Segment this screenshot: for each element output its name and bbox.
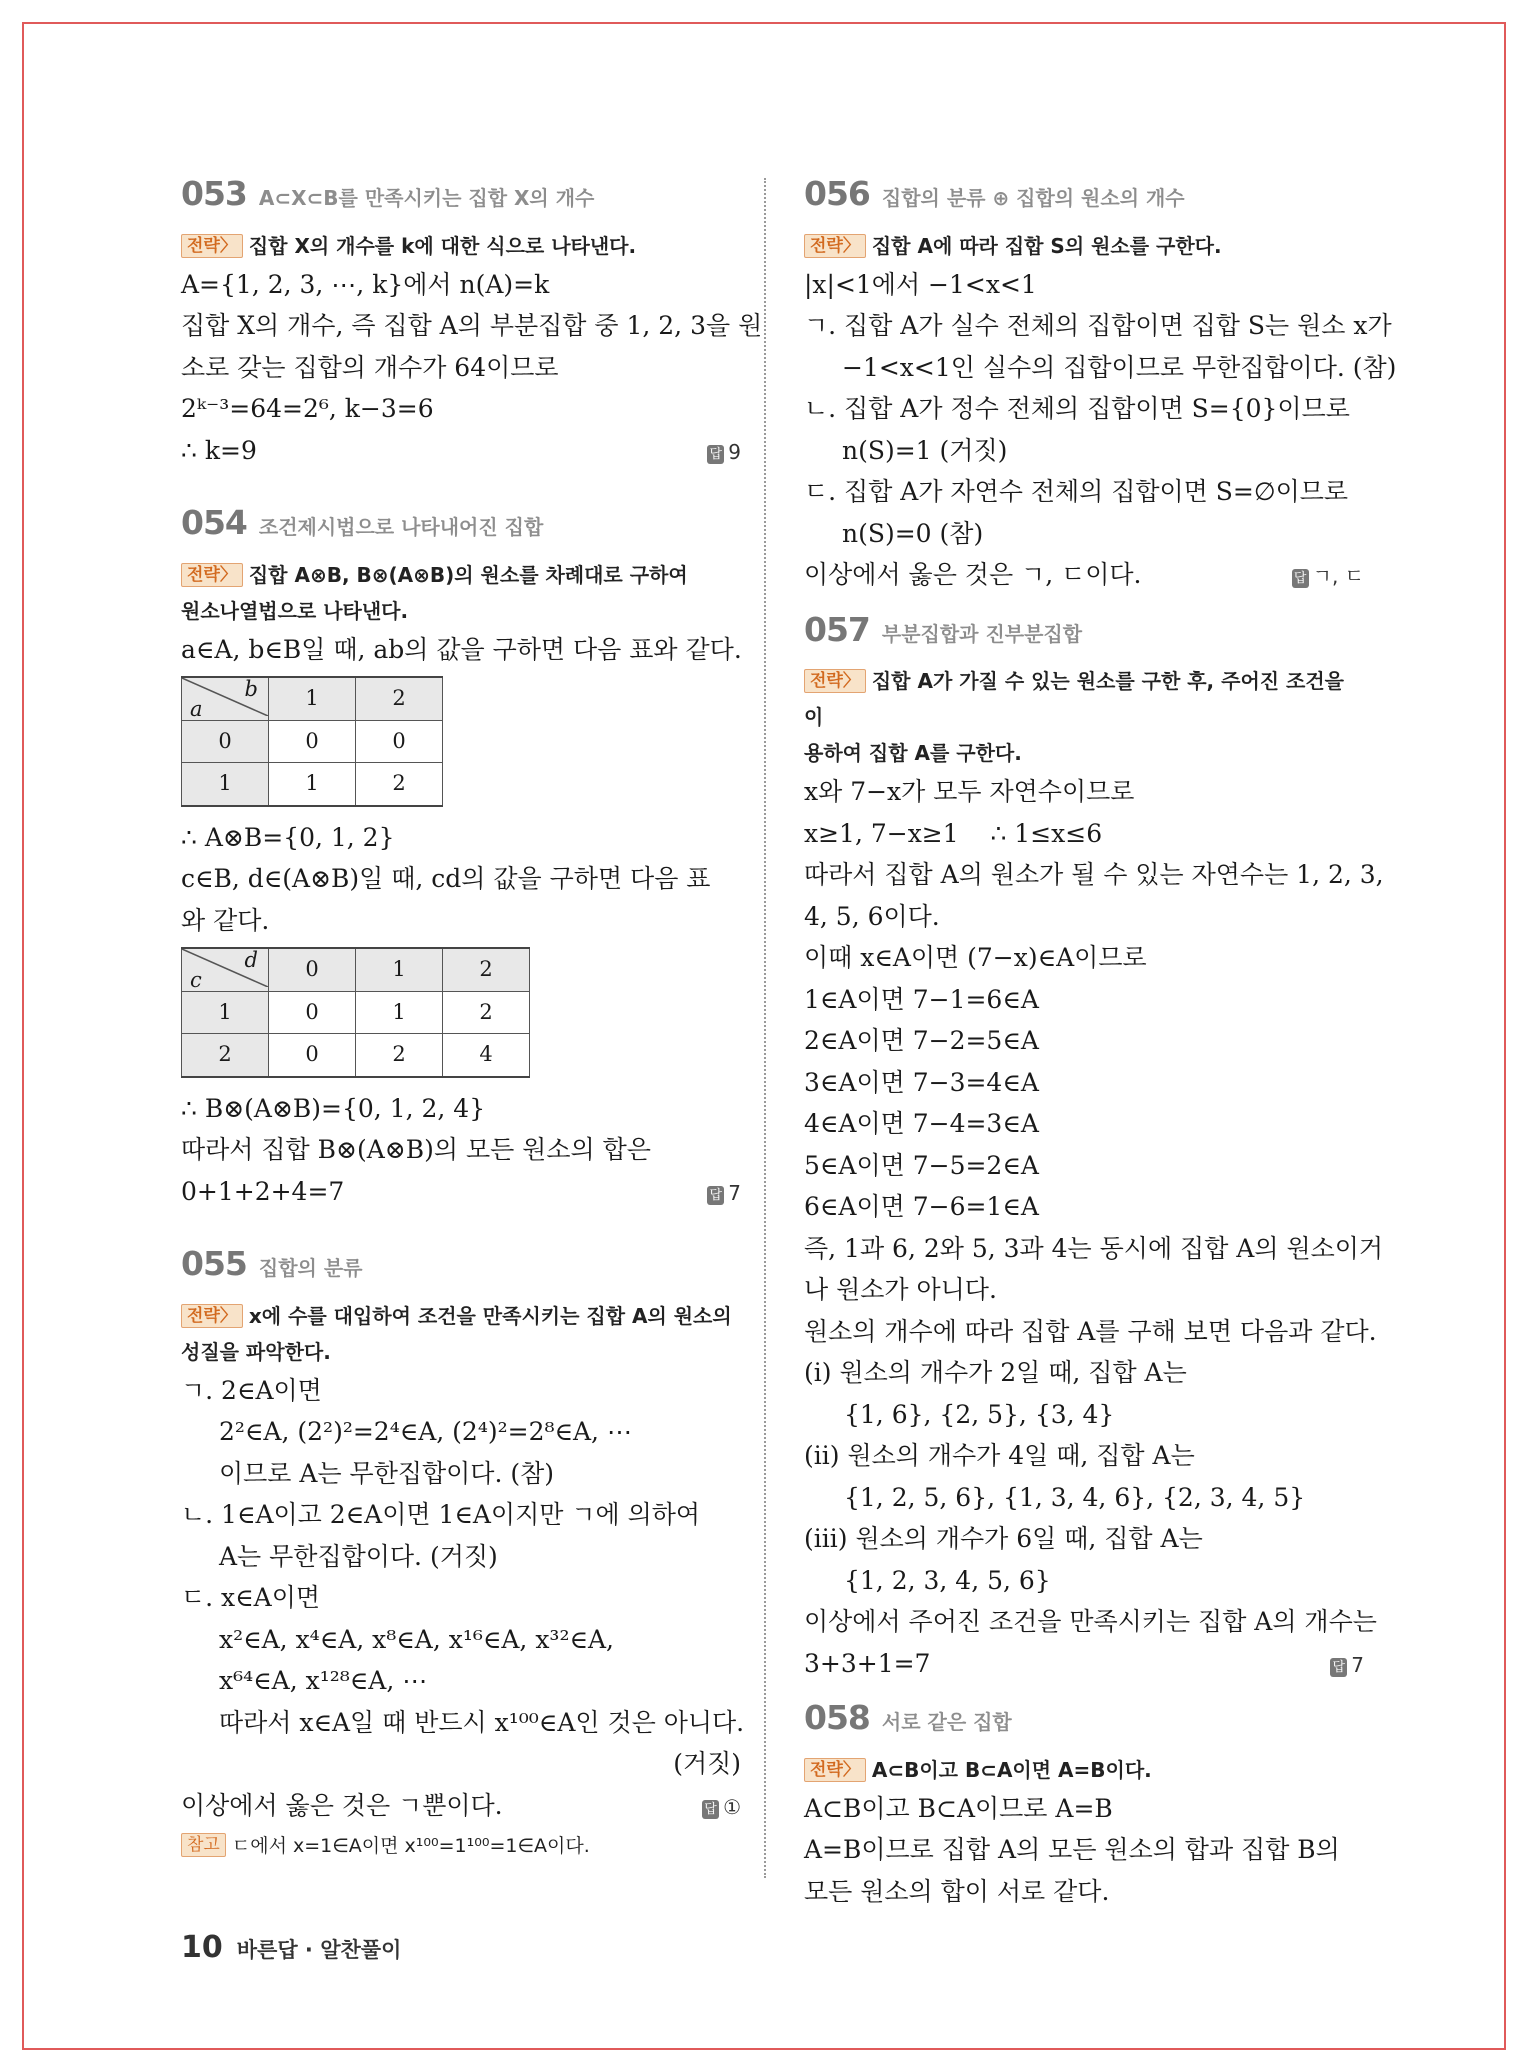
- solution-line: 따라서 집합 A의 원소가 될 수 있는 자연수는 1, 2, 3,: [804, 860, 1384, 889]
- solution-line: 원소의 개수에 따라 집합 A를 구해 보면 다음과 같다.: [804, 1316, 1377, 1346]
- table-corner: b a: [182, 677, 269, 720]
- product-table-cd: [181, 947, 530, 1078]
- strategy-cont: 용하여 집합 A를 구한다.: [804, 741, 1022, 765]
- table-col-header: 0: [269, 948, 356, 991]
- case-sets: {1, 2, 3, 4, 5, 6}: [844, 1565, 1051, 1595]
- table-col-header: 1: [269, 677, 356, 720]
- problem-058: [804, 1698, 1364, 1912]
- solution-line: ㄱ. 집합 A가 실수 전체의 집합이면 집합 S는 원소 x가: [804, 311, 1392, 340]
- solution-line: A⊂B이고 B⊂A이므로 A=B: [804, 1793, 1113, 1823]
- column-divider: [764, 178, 766, 1878]
- table-cell: 0: [269, 1034, 356, 1077]
- answer: 답 7: [707, 1173, 741, 1215]
- problem-number: 057: [804, 609, 870, 649]
- strategy-tag: 전략〉: [181, 563, 243, 587]
- strategy-cont: 원소나열법으로 나타낸다.: [181, 598, 409, 623]
- strategy: 전략〉 x에 수를 대입하여 조건을 만족시키는 집합 A의 원소의: [181, 1298, 741, 1334]
- page-number: 10: [181, 1930, 223, 1965]
- answer-mark-icon: 답: [1292, 569, 1309, 588]
- case-line: (ⅲ) 원소의 개수가 6일 때, 집합 A는: [804, 1524, 1203, 1553]
- answer: 답 ①: [702, 1787, 741, 1829]
- solution-line: 모든 원소의 합이 서로 같다.: [804, 1876, 1110, 1906]
- solution-line: ∴ A⊗B={0, 1, 2}: [181, 822, 395, 852]
- strategy: 전략〉 집합 X의 개수를 k에 대한 식으로 나타낸다.: [181, 228, 741, 264]
- solution-line: ∴ B⊗(A⊗B)={0, 1, 2, 4}: [181, 1093, 486, 1123]
- answer-mark-icon: 답: [1330, 1658, 1347, 1677]
- problem-title: 서로 같은 집합: [881, 1710, 1012, 1734]
- problem-number: 054: [181, 503, 247, 542]
- pair-line: 3∈A이면 7−3=4∈A: [804, 1067, 1039, 1097]
- pair-line: 4∈A이면 7−4=3∈A: [804, 1109, 1039, 1138]
- strategy-tag: 전략〉: [804, 669, 866, 693]
- pair-line: 5∈A이면 7−5=2∈A: [804, 1150, 1039, 1180]
- solution-line: 즉, 1과 6, 2와 5, 3과 4는 동시에 집합 A의 원소이거: [804, 1233, 1384, 1263]
- strategy: 전략〉 집합 A⊗B, B⊗(A⊗B)의 원소를 차례대로 구하여: [181, 557, 741, 593]
- pair-line: 2∈A이면 7−2=5∈A: [804, 1026, 1039, 1055]
- table-corner: d c: [182, 948, 269, 991]
- problem-title: 조건제시법으로 나타내어진 집합: [258, 515, 544, 539]
- answer-mark-icon: 답: [707, 1186, 724, 1205]
- table-col-header: 2: [443, 948, 530, 991]
- solution-line: 나 원소가 아니다.: [804, 1275, 997, 1304]
- strategy: 전략〉 집합 A에 따라 집합 S의 원소를 구한다.: [804, 228, 1364, 264]
- strategy-tag: 전략〉: [181, 1304, 243, 1328]
- table-cell: 4: [443, 1034, 530, 1077]
- table-row-header: 0: [182, 720, 269, 763]
- table-cell: 0: [356, 720, 443, 763]
- problem-title: 부분집합과 진부분집합: [881, 621, 1083, 646]
- strategy-cont: 성질을 파악한다.: [181, 1339, 331, 1364]
- solution-line: 4, 5, 6이다.: [804, 901, 940, 931]
- solution-line: −1<x<1인 실수의 집합이므로 무한집합이다. (참): [842, 352, 1397, 382]
- strategy-tag: 전략〉: [804, 234, 866, 258]
- solution-line: 소로 갖는 집합의 개수가 64이므로: [181, 352, 559, 382]
- solution-line: ∴ k=9: [181, 435, 257, 465]
- solution-line: A=B이므로 집합 A의 모든 원소의 합과 집합 B의: [804, 1835, 1340, 1864]
- table-cell: 1: [269, 763, 356, 806]
- problem-title: 집합의 분류: [258, 1256, 363, 1280]
- solution-line: 와 같다.: [181, 905, 270, 935]
- solution-line: 2²∈A, (2²)²=2⁴∈A, (2⁴)²=2⁸∈A, ⋯: [219, 1417, 632, 1446]
- table-cell: 0: [269, 720, 356, 763]
- solution-line: ㄱ. 2∈A이면: [181, 1375, 322, 1405]
- solution-line: 따라서 집합 B⊗(A⊗B)의 모든 원소의 합은: [181, 1135, 651, 1164]
- right-column: [804, 170, 1397, 1912]
- solution-line: 이상에서 옳은 것은 ㄱ, ㄷ이다.: [804, 560, 1142, 589]
- solution-line: ㄷ. 집합 A가 자연수 전체의 집합이면 S=∅이므로: [804, 477, 1349, 506]
- solution-line: n(S)=0 (참): [842, 518, 984, 548]
- note-tag: 참고: [181, 1833, 226, 1857]
- problem-number: 053: [181, 174, 247, 213]
- note: 참고 ㄷ에서 x=1∈A이면 x¹⁰⁰=1¹⁰⁰=1∈A이다.: [181, 1828, 741, 1864]
- table-row-header: 1: [182, 991, 269, 1034]
- problem-055: [181, 1244, 745, 1864]
- solution-line: A={1, 2, 3, ⋯, k}에서 n(A)=k: [181, 269, 550, 299]
- answer: 답 ㄱ, ㄷ: [1292, 556, 1364, 598]
- table-cell: 2: [443, 991, 530, 1034]
- strategy: 전략〉 집합 A가 가질 수 있는 원소를 구한 후, 주어진 조건을 이: [804, 669, 1345, 729]
- solution-line: 따라서 x∈A일 때 반드시 x¹⁰⁰∈A인 것은 아니다.: [219, 1707, 745, 1737]
- case-sets: {1, 6}, {2, 5}, {3, 4}: [844, 1399, 1115, 1429]
- solution-line: 집합 X의 개수, 즉 집합 A의 부분집합 중 1, 2, 3을 원: [181, 311, 763, 340]
- solution-line: n(S)=1 (거짓): [842, 435, 1008, 465]
- table-cell: 1: [356, 991, 443, 1034]
- solution-line: |x|<1에서 −1<x<1: [804, 269, 1037, 299]
- strategy-tag: 전략〉: [804, 1758, 866, 1782]
- solution-line: ㄴ. 1∈A이고 2∈A이면 1∈A이지만 ㄱ에 의하여: [181, 1500, 701, 1529]
- solution-line: ㄷ. x∈A이면: [181, 1583, 321, 1612]
- solution-line: 2ᵏ⁻³=64=2⁶, k−3=6: [181, 394, 434, 423]
- table-cell: 0: [269, 991, 356, 1034]
- solution-line: ㄴ. 집합 A가 정수 전체의 집합이면 S={0}이므로: [804, 394, 1350, 423]
- table-col-header: 1: [356, 948, 443, 991]
- solution-line: A는 무한집합이다. (거짓): [219, 1541, 498, 1571]
- case-line: (ⅱ) 원소의 개수가 4일 때, 집합 A는: [804, 1441, 1195, 1470]
- solution-line: c∈B, d∈(A⊗B)일 때, cd의 값을 구하면 다음 표: [181, 864, 711, 893]
- solution-line: (거짓): [673, 1749, 741, 1778]
- solution-line: x≥1, 7−x≥1 ∴ 1≤x≤6: [804, 818, 1103, 848]
- problem-056: [804, 174, 1397, 598]
- solution-line: 0+1+2+4=7: [181, 1176, 345, 1206]
- answer-mark-icon: 답: [707, 445, 724, 464]
- answer: 답 7: [1330, 1645, 1364, 1687]
- table-cell: 2: [356, 763, 443, 806]
- answer-mark-icon: 답: [702, 1800, 719, 1819]
- product-table-ab: [181, 676, 443, 807]
- table-row-header: 1: [182, 763, 269, 806]
- problem-054: [181, 503, 741, 1214]
- solution-line: 3+3+1=7: [804, 1648, 931, 1678]
- case-sets: {1, 2, 5, 6}, {1, 3, 4, 6}, {2, 3, 4, 5}: [844, 1482, 1306, 1512]
- problem-053: [181, 174, 763, 473]
- problem-057: [804, 609, 1384, 1687]
- strategy-tag: 전략〉: [181, 234, 243, 258]
- table-col-header: 2: [356, 677, 443, 720]
- strategy: 전략〉 A⊂B이고 B⊂A이면 A=B이다.: [804, 1752, 1364, 1788]
- problem-number: 058: [804, 1698, 870, 1737]
- problem-number: 056: [804, 174, 870, 213]
- solution-line: 이상에서 옳은 것은 ㄱ뿐이다.: [181, 1790, 503, 1820]
- problem-number: 055: [181, 1244, 247, 1283]
- solution-line: 이때 x∈A이면 (7−x)∈A이므로: [804, 943, 1147, 972]
- table-cell: 2: [356, 1034, 443, 1077]
- book-title: 바른답 · 알찬풀이: [236, 1938, 402, 1962]
- left-column: [181, 170, 763, 1864]
- solution-line: a∈A, b∈B일 때, ab의 값을 구하면 다음 표와 같다.: [181, 634, 742, 664]
- problem-title: A⊂X⊂B를 만족시키는 집합 X의 개수: [258, 186, 595, 210]
- solution-line: x²∈A, x⁴∈A, x⁸∈A, x¹⁶∈A, x³²∈A,: [219, 1624, 614, 1654]
- answer: 답 9: [707, 432, 741, 474]
- page-footer: [181, 1930, 401, 1965]
- case-line: (ⅰ) 원소의 개수가 2일 때, 집합 A는: [804, 1358, 1187, 1387]
- solution-line: 이므로 A는 무한집합이다. (참): [219, 1458, 554, 1488]
- solution-line: 이상에서 주어진 조건을 만족시키는 집합 A의 개수는: [804, 1607, 1377, 1636]
- table-row-header: 2: [182, 1034, 269, 1077]
- solution-line: x⁶⁴∈A, x¹²⁸∈A, ⋯: [219, 1666, 428, 1695]
- pair-line: 1∈A이면 7−1=6∈A: [804, 984, 1039, 1014]
- solution-line: x와 7−x가 모두 자연수이므로: [804, 777, 1135, 806]
- pair-line: 6∈A이면 7−6=1∈A: [804, 1192, 1039, 1221]
- problem-title: 집합의 분류 ⊕ 집합의 원소의 개수: [881, 186, 1185, 210]
